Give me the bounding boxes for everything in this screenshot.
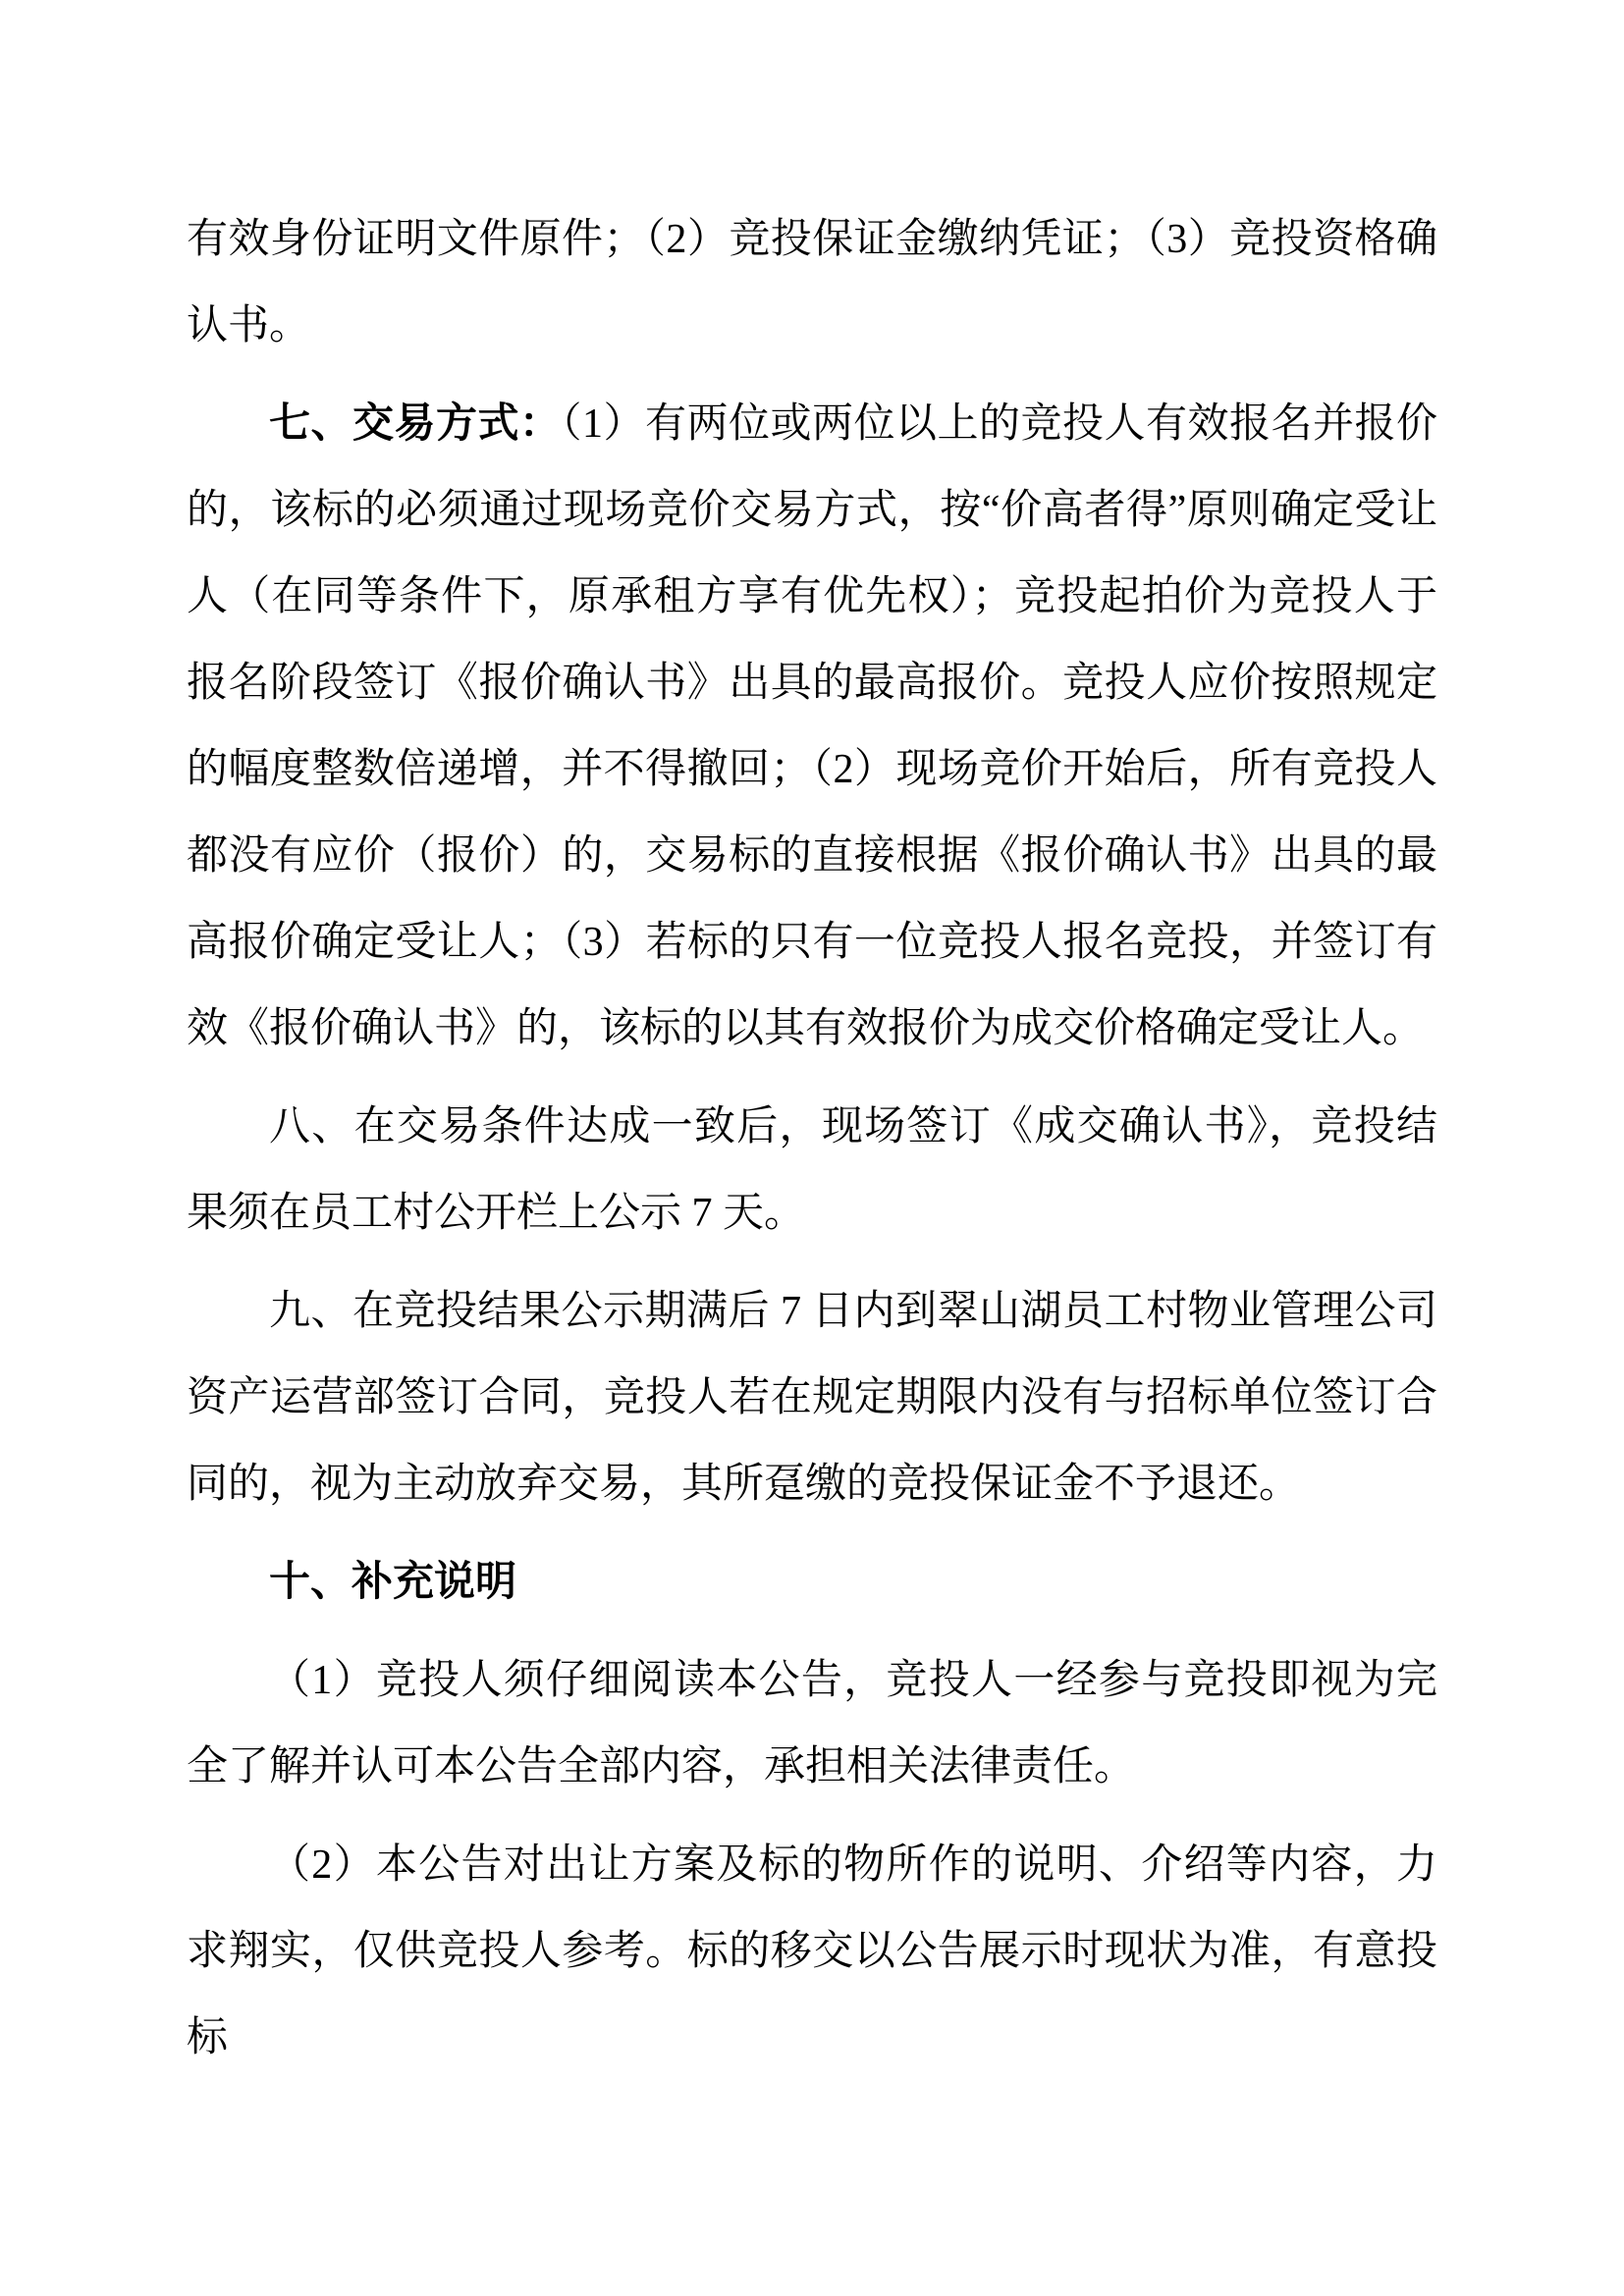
paragraph-text: （1）有两位或两位以上的竞投人有效报名并报价的，该标的必须通过现场竞价交易方式，按“价高者得”原则确定受让人（在同等条件下，原承租方享有优先权）；竞投起拍价为竞投人于报名阶段签订《报价确认书》出具的最高报价。竞投人应价按照规定的幅度整数倍递增，并不得撤回；（2）现场竞价开始后，所有竞投人都没有应价（报价）的，交易标的直接根据《报价确认书》出具的最高报价确定受让人；（3）若标的只有一位竞投人报名竞投，并签订有效《报价确认书》的，该标的以其有效报价为成交价格确定受让人。 — [187, 401, 1437, 1051]
paragraph-section-10-supplementary-notes-heading — [187, 1539, 1437, 1626]
paragraph-section-8-confirmation — [187, 1084, 1437, 1256]
paragraph-supplementary-note-2 — [187, 1822, 1437, 2081]
section-heading-text: 七、交易方式： — [269, 401, 562, 447]
paragraph-section-9-contract-signing — [187, 1268, 1437, 1527]
section-heading-text: 十、补充说明 — [269, 1560, 517, 1605]
paragraph-text: 八、在交易条件达成一致后，现场签订《成交确认书》，竞投结果须在员工村公开栏上公示 7 天。 — [187, 1104, 1437, 1236]
paragraph-text: 有效身份证明文件原件；（2）竞投保证金缴纳凭证；（3）竞投资格确认书。 — [187, 217, 1437, 348]
paragraph-section-7-trade-method — [187, 381, 1437, 1072]
paragraph-supplementary-note-1 — [187, 1637, 1437, 1810]
paragraph-text: （1）竞投人须仔细阅读本公告，竞投人一经参与竞投即视为完全了解并认可本公告全部内容，承担相关法律责任。 — [187, 1658, 1437, 1789]
paragraph-text: （2）本公告对出让方案及标的物所作的说明、介绍等内容，力求翔实，仅供竞投人参考。标的移交以公告展示时现状为准，有意投标 — [187, 1842, 1437, 2060]
paragraph-text: 九、在竞投结果公示期满后 7 日内到翠山湖员工村物业管理公司资产运营部签订合同，竞投人若在规定期限内没有与招标单位签订合同的，视为主动放弃交易，其所趸缴的竞投保证金不予退还。 — [187, 1289, 1437, 1507]
paragraph-continuation — [187, 196, 1437, 369]
